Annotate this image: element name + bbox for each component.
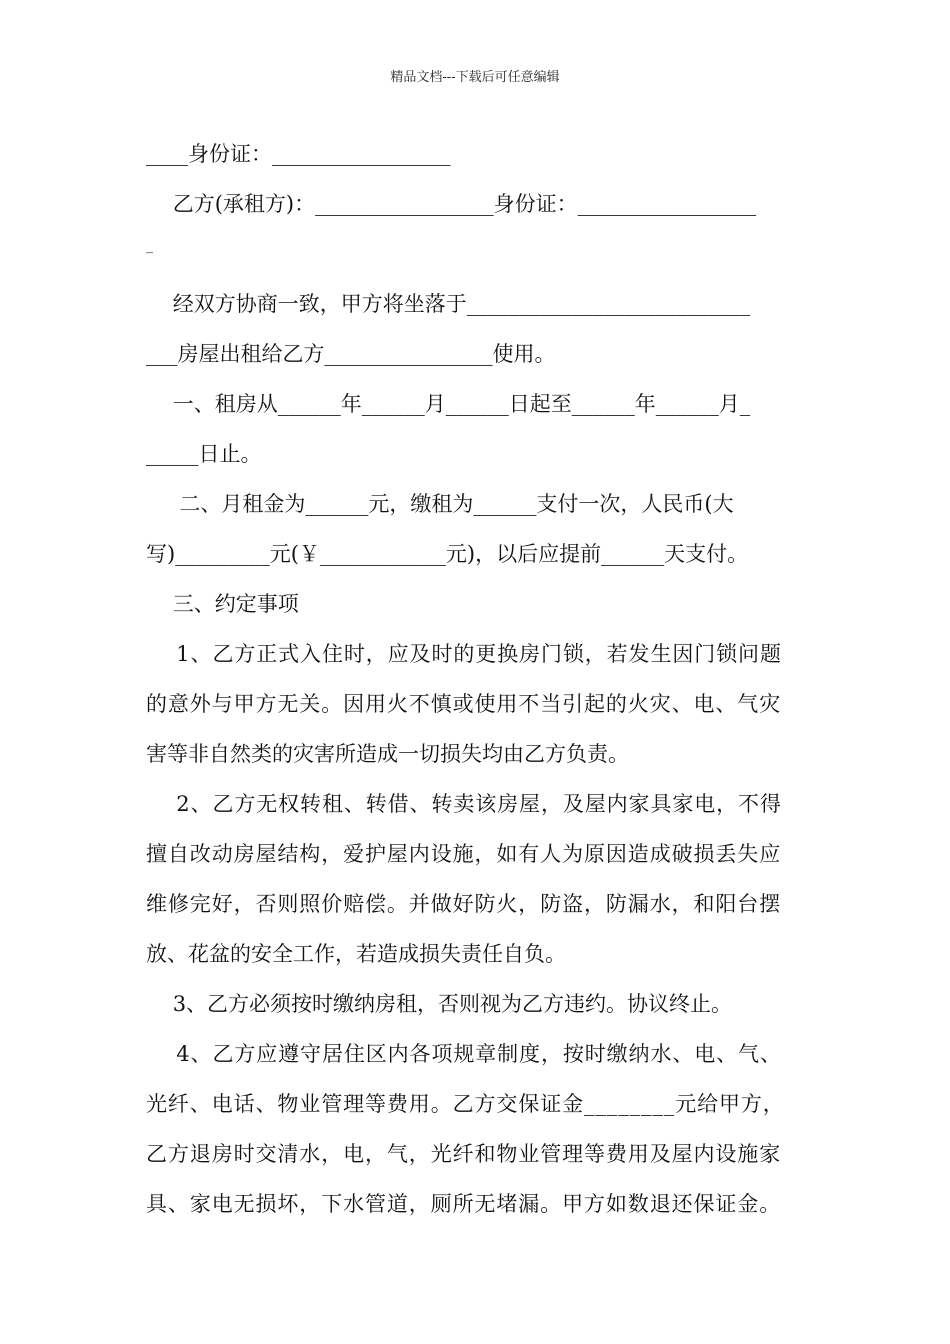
text-line: 具、家电无损坏，下水管道，厕所无堵漏。甲方如数退还保证金。 [146, 1192, 782, 1216]
text-line: 光纤、电话、物业管理等费用。乙方交保证金________元给甲方， [146, 1092, 785, 1116]
text-line: 写)_________元(￥____________元)，以后应提前______天支付。 [146, 542, 749, 566]
text-line: 维修完好，否则照价赔偿。并做好防火，防盗，防漏水，和阳台摆 [146, 892, 782, 916]
text-line: ___房屋出租给乙方________________使用。 [146, 342, 556, 366]
text-line: 擅自改动房屋结构，爱护屋内设施，如有人为原因造成破损丢失应 [146, 842, 782, 866]
text-line: _____日止。 [146, 442, 262, 466]
text-line: 的意外与甲方无关。因用火不慎或使用不当引起的火灾、电、气灾 [146, 692, 782, 716]
text-line: _ [146, 238, 153, 254]
text-line: 1、乙方正式入住时，应及时的更换房门锁，若发生因门锁问题 [146, 642, 782, 666]
text-line: 三、约定事项 [146, 592, 299, 616]
text-line: 2、乙方无权转租、转借、转卖该房屋，及屋内家具家电，不得 [146, 792, 782, 816]
text-line: 放、花盆的安全工作，若造成损失责任自负。 [146, 942, 566, 966]
page-header: 精品文档---下载后可任意编辑 [390, 70, 560, 85]
document-body [146, 136, 808, 1236]
text-line: 乙方退房时交清水，电，气，光纤和物业管理等费用及屋内设施家 [146, 1142, 782, 1166]
text-line: 二、月租金为______元，缴租为______支付一次，人民币(大 [146, 492, 734, 516]
text-line: 害等非自然类的灾害所造成一切损失均由乙方负责。 [146, 742, 629, 766]
text-line: ____身份证：_________________ [146, 142, 451, 166]
text-line: 乙方(承租方)：_________________身份证：_________________ [146, 192, 757, 216]
text-line: 3、乙方必须按时缴纳房租，否则视为乙方违约。协议终止。 [146, 992, 733, 1016]
text-line: 经双方协商一致，甲方将坐落于___________________________ [146, 292, 751, 316]
text-line: 一、租房从______年______月______日起至______年______月_ [146, 392, 751, 416]
text-line: 4、乙方应遵守居住区内各项规章制度，按时缴纳水、电、气、 [146, 1042, 782, 1066]
